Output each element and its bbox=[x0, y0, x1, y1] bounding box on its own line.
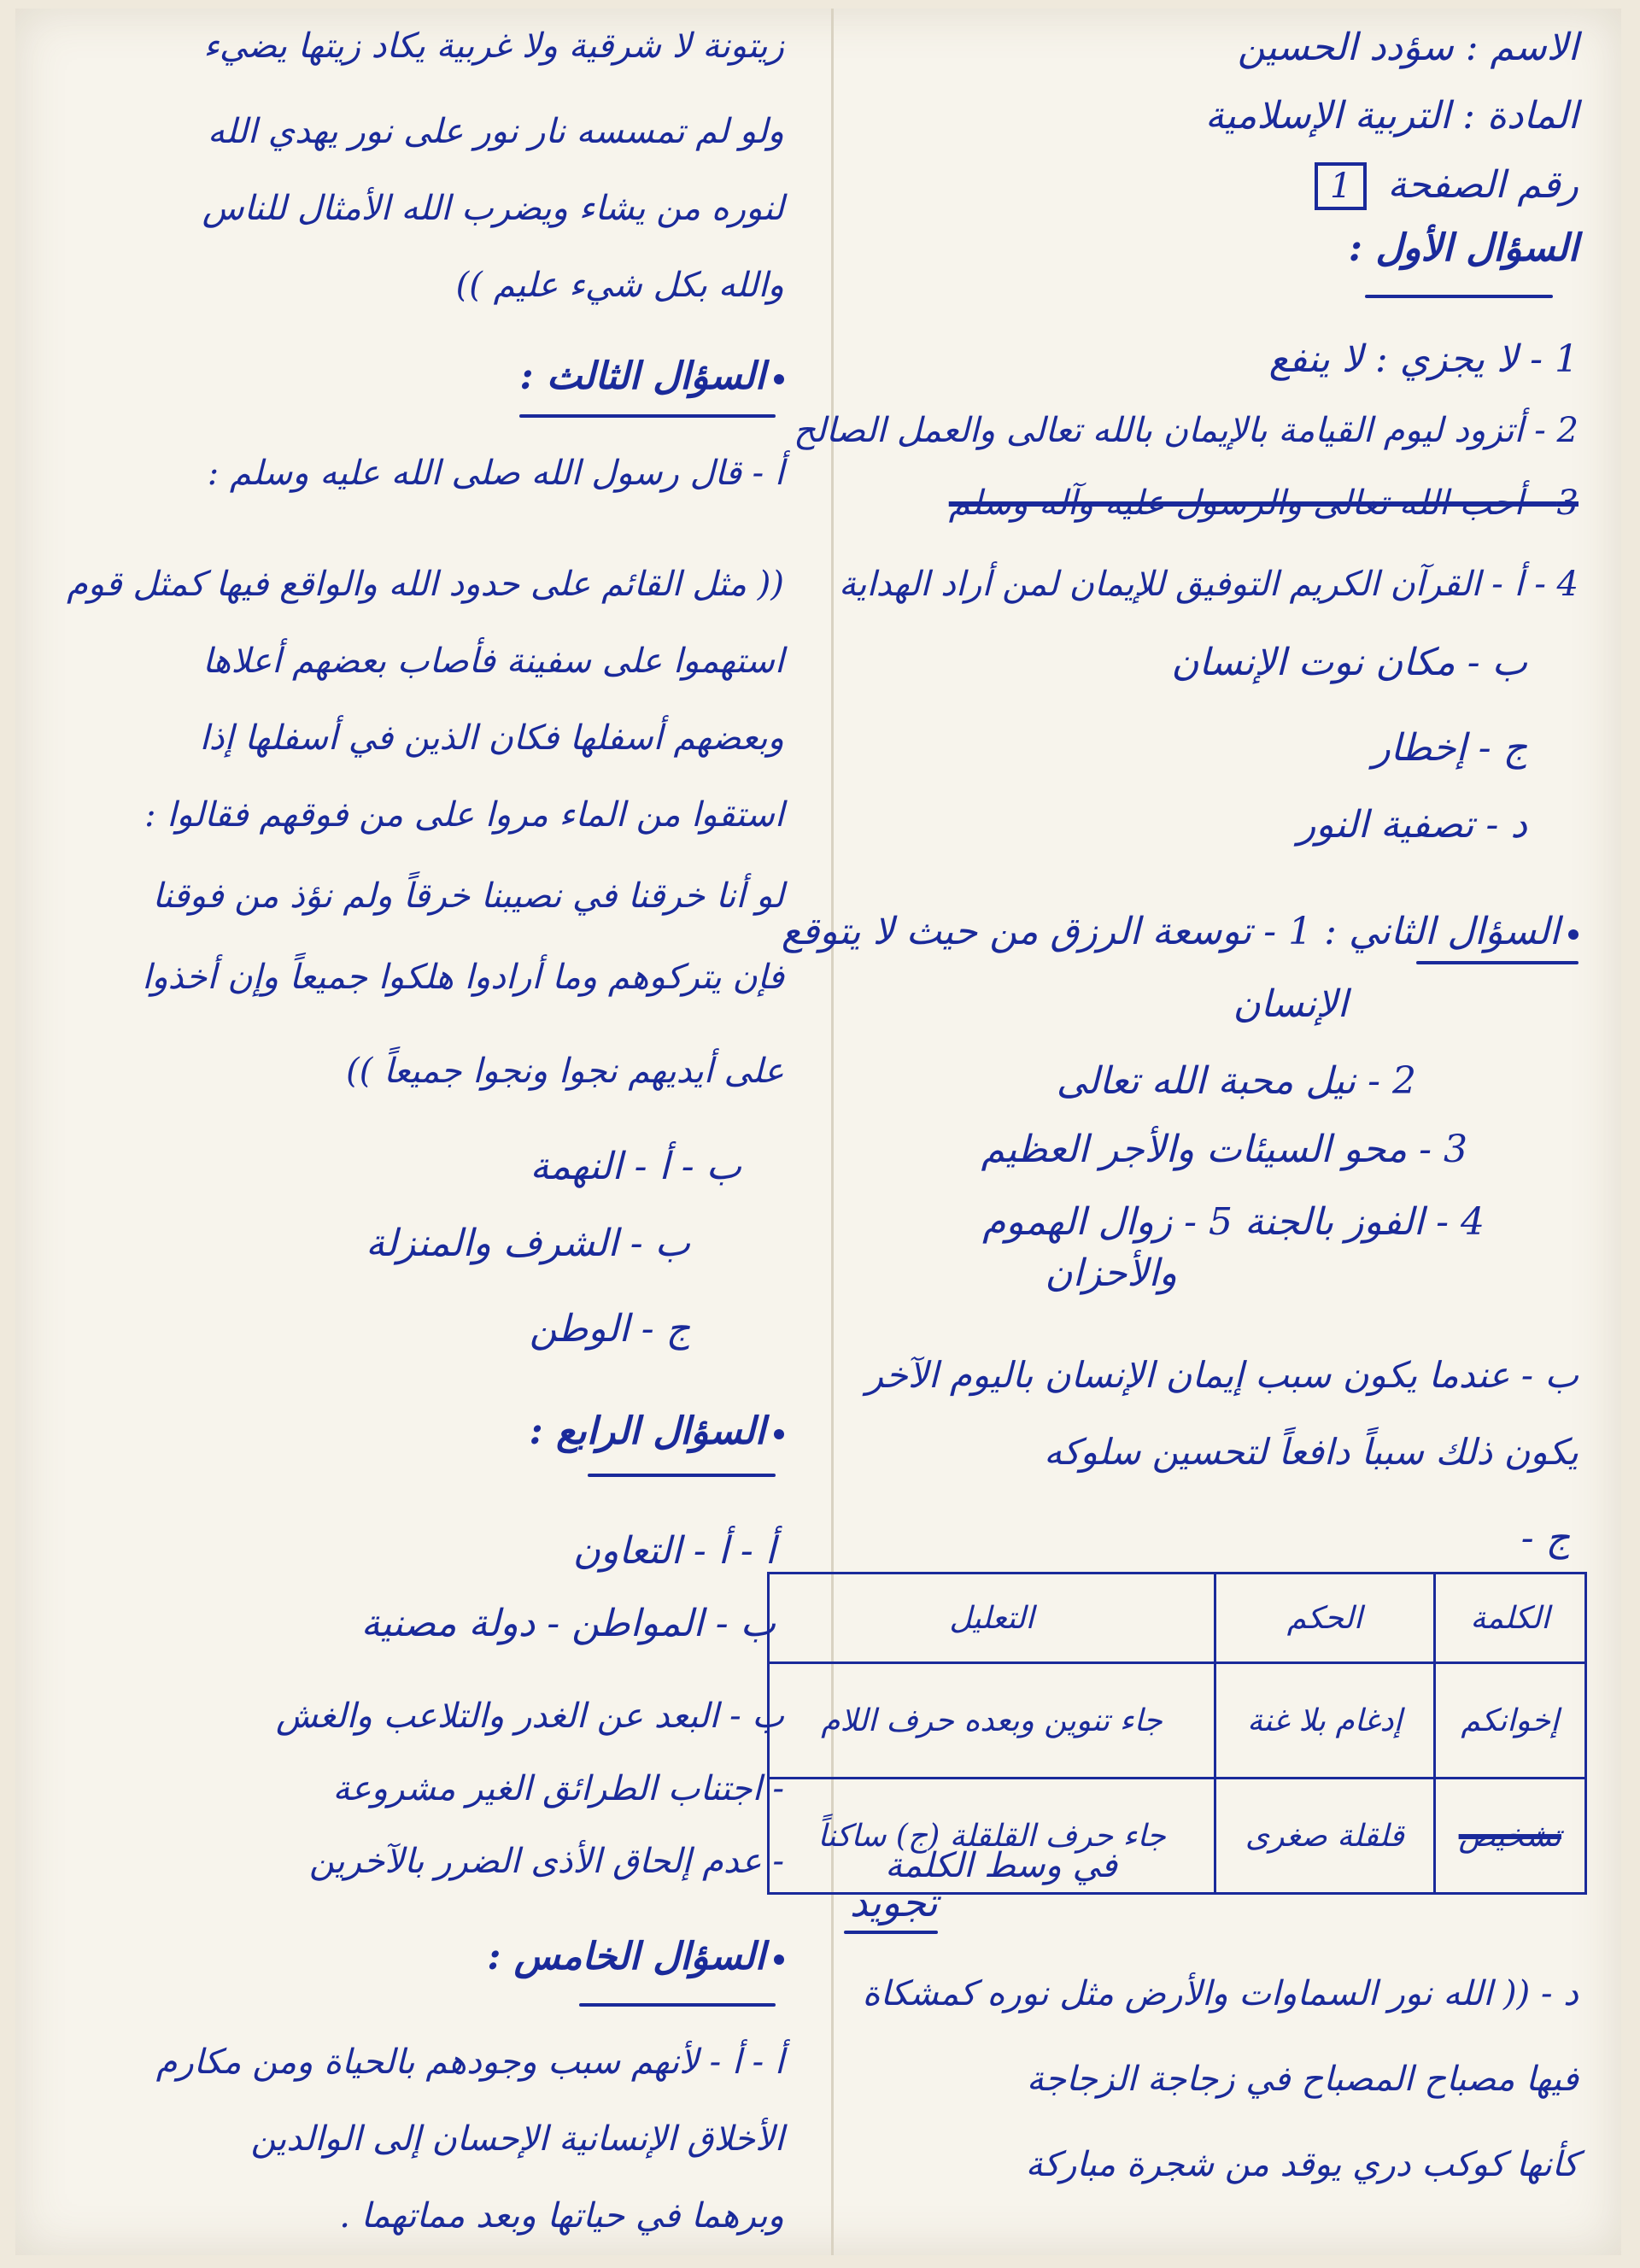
q1-line: 2 - أتزود ليوم القيامة بالإيمان بالله تعالى والعمل الصالح bbox=[793, 411, 1578, 450]
hadith-line: لو أنا خرقنا في نصيبنا خرقاً ولم نؤذ من فوقنا bbox=[152, 876, 784, 916]
q2-line: والأحزان bbox=[1045, 1251, 1177, 1295]
table-cell: إخوانكم bbox=[1434, 1663, 1585, 1779]
q1-line: ج - إخطار bbox=[1372, 726, 1527, 770]
hadith-line: استقوا من الماء مروا على من فوقهم فقالوا : bbox=[144, 795, 784, 835]
table-header: الكلمة bbox=[1434, 1574, 1585, 1663]
student-name: الاسم : سؤدد الحسين bbox=[1237, 26, 1578, 69]
q2-line: الإنسان bbox=[1233, 982, 1348, 1026]
table-cell: قلقلة صغرى bbox=[1215, 1779, 1434, 1894]
q1-line: 1 - لا يجزي : لا ينفع bbox=[1268, 337, 1578, 381]
verse-line: لنوره من يشاء ويضرب الله الأمثال للناس bbox=[202, 189, 784, 228]
q1-underline bbox=[1365, 295, 1553, 298]
page-number-line bbox=[1315, 162, 1578, 210]
page-number-label: رقم الصفحة bbox=[1387, 163, 1578, 207]
table-cell: تشخيص bbox=[1434, 1779, 1585, 1894]
left-column bbox=[50, 9, 810, 2255]
hadith-line: استهموا على سفينة فأصاب بعضهم أعلاها bbox=[202, 642, 784, 681]
q2-heading: السؤال الثاني : 1 - توسعة الرزق من حيث لا يتوقع bbox=[782, 910, 1578, 955]
table-header: الحكم bbox=[1215, 1574, 1434, 1663]
verse-line: كأنها كوكب دري يوقد من شجرة مباركة bbox=[1025, 2145, 1578, 2184]
bullet-icon bbox=[774, 1429, 784, 1439]
verse-line: د - (( الله نور السماوات والأرض مثل نوره كمشكاة bbox=[862, 1974, 1578, 2013]
after-table-note: في وسط الكلمة bbox=[885, 1846, 1117, 1885]
q1-line: د - تصفية النور bbox=[1297, 803, 1527, 847]
q5-line: أ - أ - لأنهم سبب وجودهم بالحياة ومن مكارم bbox=[155, 2042, 784, 2082]
q1-line: 4 - أ - القرآن الكريم التوفيق للإيمان لمن أراد الهداية bbox=[838, 565, 1578, 604]
table-cell: جاء حرف القلقلة (ج) ساكناً bbox=[769, 1779, 1215, 1894]
hadith-line: وبعضهم أسفلها فكان الذين في أسفلها إذا bbox=[199, 718, 784, 758]
verse-line: فيها مصباح المصباح في زجاجة الزجاجة bbox=[1026, 2060, 1578, 2099]
hadith-line: (( مثل القائم على حدود الله والواقع فيها كمثل قوم bbox=[67, 565, 784, 604]
table-cell: إدغام بلا غنة bbox=[1215, 1663, 1434, 1779]
q4-underline bbox=[588, 1474, 776, 1477]
q4-line: ب - المواطن - دولة مصنية bbox=[360, 1602, 776, 1645]
q1-line: ب - مكان نوت الإنسان bbox=[1171, 641, 1527, 684]
table-row bbox=[769, 1779, 1586, 1894]
q5-underline bbox=[579, 2003, 776, 2007]
q3-b-line: ب - أ - النهمة bbox=[530, 1145, 741, 1188]
right-column bbox=[781, 9, 1604, 2255]
exam-sheet bbox=[15, 9, 1621, 2255]
q4-line: ب - البعد عن الغدر والتلاعب والغش bbox=[276, 1697, 784, 1736]
bullet-icon bbox=[774, 1954, 784, 1965]
q2-b-line: ب - عندما يكون سبب إيمان الإنسان باليوم الآخر bbox=[865, 1354, 1578, 1396]
tajweed-label: تجويد bbox=[849, 1879, 938, 1925]
q3-b-line: ج - الوطن bbox=[529, 1307, 690, 1351]
q4-heading: السؤال الرابع : bbox=[530, 1409, 784, 1455]
q4-line: - اجتناب الطرائق الغير مشروعة bbox=[332, 1769, 784, 1808]
q4-line: أ - أ - التعاون bbox=[572, 1529, 776, 1573]
hadith-line: أ - قال رسول الله صلى الله عليه وسلم : bbox=[207, 454, 784, 493]
q2-line: 4 - الفوز بالجنة 5 - زوال الهموم bbox=[982, 1200, 1485, 1244]
q5-line: الأخلاق الإنسانية الإحسان إلى الوالدين bbox=[250, 2119, 784, 2159]
table-row bbox=[769, 1663, 1586, 1779]
q5-line: وبرهما في حياتها وبعد مماتهما . bbox=[339, 2196, 784, 2236]
q5-heading: السؤال الخامس : bbox=[487, 1935, 784, 1980]
hadith-line: على أيديهم نجوا ونجوا جميعاً )) bbox=[346, 1052, 784, 1091]
q1-line-crossed: 3 - أحب الله تعالى والرسول عليه وآله وسلم bbox=[948, 483, 1578, 523]
q3-underline bbox=[519, 414, 776, 418]
table-cell: جاء تنوين وبعده حرف اللام bbox=[769, 1663, 1215, 1779]
q2-line: 3 - محو السيئات والأجر العظيم bbox=[981, 1128, 1467, 1171]
bullet-icon bbox=[774, 374, 784, 384]
subject-line: المادة : التربية الإسلامية bbox=[1204, 94, 1578, 138]
q1-heading: السؤال الأول : bbox=[1348, 226, 1578, 270]
verse-line: زيتونة لا شرقية ولا غربية يكاد زيتها يضيء bbox=[203, 26, 784, 66]
q2-c-label: ج - bbox=[1520, 1516, 1570, 1560]
table-header-row bbox=[769, 1574, 1586, 1663]
q2-b-line: يكون ذلك سبباً دافعاً لتحسين سلوكه bbox=[1044, 1431, 1578, 1473]
bullet-icon bbox=[1568, 929, 1578, 940]
tajweed-table bbox=[767, 1572, 1587, 1895]
verse-line: والله بكل شيء عليم )) bbox=[455, 266, 784, 305]
hadith-line: فإن يتركوهم وما أرادوا هلكوا جميعاً وإن أخذوا bbox=[142, 958, 784, 997]
q3-b-line: ب - الشرف والمنزلة bbox=[366, 1222, 690, 1265]
column-divider bbox=[831, 9, 834, 2255]
q4-line: - عدم إلحاق الأذى الضرر بالآخرين bbox=[309, 1842, 784, 1881]
q3-heading: السؤال الثالث : bbox=[519, 355, 784, 400]
table-header: التعليل bbox=[769, 1574, 1215, 1663]
q2-line: 2 - نيل محبة الله تعالى bbox=[1056, 1059, 1416, 1103]
page-number-box: 1 bbox=[1315, 162, 1367, 210]
verse-line: ولو لم تمسسه نار نور على نور يهدي الله bbox=[208, 112, 784, 151]
q2-underline bbox=[1416, 961, 1578, 964]
